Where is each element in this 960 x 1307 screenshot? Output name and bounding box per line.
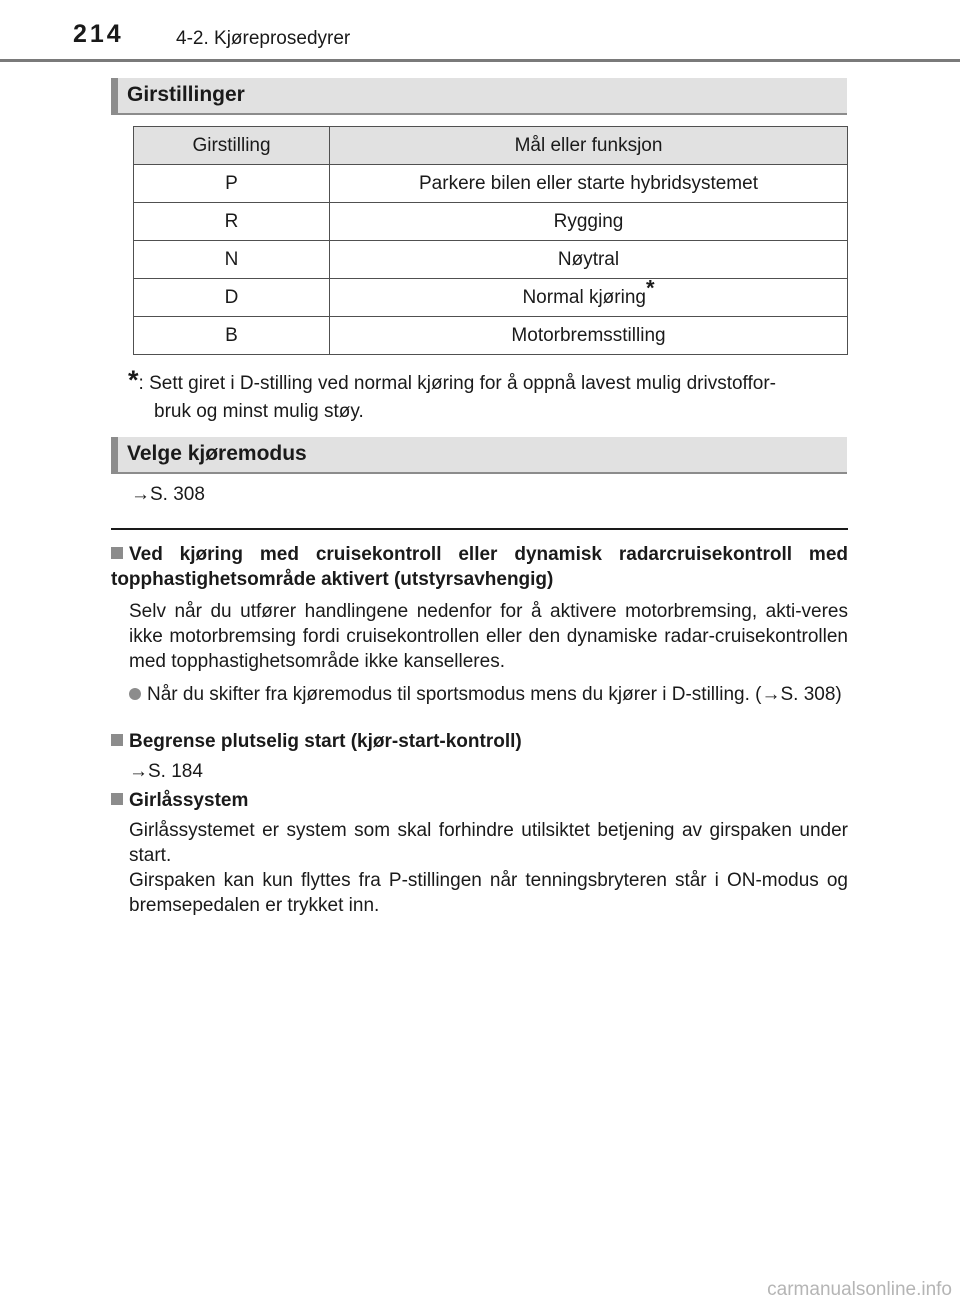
table-row xyxy=(134,203,848,241)
note-heading-text: Girlåssystem xyxy=(129,790,249,811)
list-item-text: Når du skifter fra kjøremodus til sportsmodus mens du kjører i D-stilling. (→S. 308) xyxy=(147,684,842,705)
note-heading-text: Begrense plutselig start (kjør-start-kontroll) xyxy=(129,731,522,752)
chapter-title: 4-2. Kjøreprosedyrer xyxy=(176,28,351,49)
table-row xyxy=(134,165,848,203)
gear-cell: B xyxy=(134,317,330,355)
page-reference-link[interactable]: →S. 184 xyxy=(129,761,203,782)
table-row xyxy=(134,317,848,355)
note-body: Girlåssystemet er system som skal forhindre utilsiktet betjening av girspaken under start. xyxy=(129,820,848,866)
section-heading-text: Velge kjøremodus xyxy=(127,442,307,465)
footnote-mark: * xyxy=(128,365,139,395)
column-header-gear: Girstilling xyxy=(134,127,330,165)
note-body: Selv når du utfører handlingene nedenfor for å aktivere motorbremsing, akti-veres ikke motorbremsing fordi cruisekontrollen eller den dynamiske radar-cruisekontrollen med topphastighetsområde ikke kanselleres. xyxy=(129,601,848,672)
table-row xyxy=(134,241,848,279)
table-row xyxy=(134,279,848,317)
gear-cell: R xyxy=(134,203,330,241)
note-body: Girspaken kan kun flyttes fra P-stillingen når tenningsbryteren står i ON-modus og bremsepedalen er trykket inn. xyxy=(129,870,848,916)
function-cell: Rygging xyxy=(330,203,848,241)
notes-divider xyxy=(111,528,848,530)
list-item xyxy=(111,682,848,707)
function-cell: Motorbremsstilling xyxy=(330,317,848,355)
section-heading-bar xyxy=(111,437,118,472)
gear-cell: D xyxy=(134,279,330,317)
footnote xyxy=(128,366,858,426)
function-text: Normal kjøring xyxy=(522,286,646,308)
note-heading xyxy=(111,788,848,813)
square-bullet-icon xyxy=(111,793,123,805)
note-cruise-control xyxy=(111,542,848,707)
footnote-line-2: bruk og minst mulig støy. xyxy=(154,401,364,422)
gear-cell: N xyxy=(134,241,330,279)
note-shift-lock xyxy=(111,788,848,918)
function-cell xyxy=(330,275,848,317)
square-bullet-icon xyxy=(111,547,123,559)
page-reference-link[interactable]: →S. 308 xyxy=(131,484,205,505)
round-bullet-icon xyxy=(129,688,141,700)
page-header xyxy=(0,0,960,70)
footnote-line-1: : Sett giret i D-stilling ved normal kjøring for å oppnå lavest mulig drivstoffor- xyxy=(138,373,776,394)
section-heading-bar xyxy=(111,78,118,113)
section-heading-text: Girstillinger xyxy=(127,83,245,106)
function-cell: Nøytral xyxy=(330,241,848,279)
square-bullet-icon xyxy=(111,734,123,746)
section-heading-gear-positions xyxy=(111,78,847,115)
function-cell: Parkere bilen eller starte hybridsystemet xyxy=(330,165,848,203)
gear-position-table xyxy=(133,126,848,355)
gear-cell: P xyxy=(134,165,330,203)
table-header-row xyxy=(134,127,848,165)
footnote-marker: * xyxy=(645,275,655,301)
column-header-function: Mål eller funksjon xyxy=(330,127,848,165)
page-number: 214 xyxy=(73,20,124,48)
watermark: carmanualsonline.info xyxy=(767,1279,952,1300)
note-start-control xyxy=(111,729,848,784)
header-divider xyxy=(0,59,960,62)
section-heading-drive-mode xyxy=(111,437,847,474)
note-heading xyxy=(111,542,848,592)
note-heading-text: Ved kjøring med cruisekontroll eller dynamisk radarcruisekontroll med topphastighetsområde aktivert (utstyrsavhengig) xyxy=(111,544,848,590)
note-heading xyxy=(111,729,848,754)
